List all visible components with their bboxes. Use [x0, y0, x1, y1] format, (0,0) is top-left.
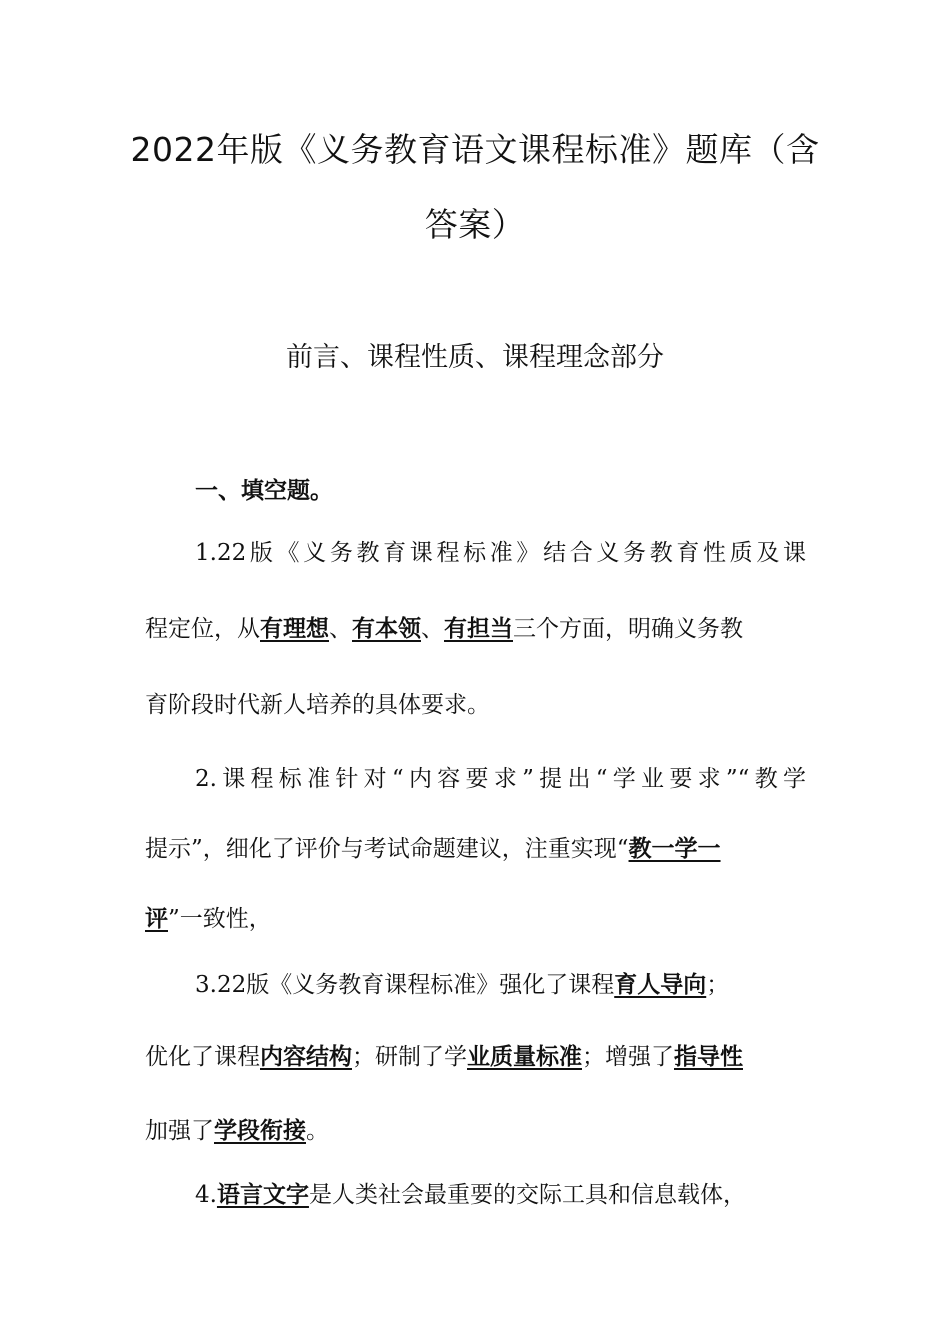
q2-answer-1-part-1: 教一学一 — [628, 836, 721, 862]
q3-answer-1: 育人导向 — [614, 972, 707, 998]
q2-line-1: 2.课程标准针对“内容要求”提出“学业要求”“教学 — [195, 766, 806, 792]
q3-answer-2: 内容结构 — [260, 1044, 352, 1070]
q4-answer-1: 语言文字 — [216, 1182, 309, 1208]
q1-line-3: 育阶段时代新人培养的具体要求。 — [145, 692, 490, 718]
q3-text: ；增强了 — [582, 1044, 674, 1070]
q1-line-1: 1.22版《义务教育课程标准》结合义务教育性质及课 — [195, 540, 806, 566]
q1-answer-2: 有本领 — [352, 616, 421, 642]
q2-text: 提示”，细化了评价与考试命题建议，注重实现“ — [145, 836, 629, 862]
q4-text: 是人类社会最重要的交际工具和信息载体， — [308, 1182, 746, 1208]
q3-text: 3.22版《义务教育课程标准》强化了课程 — [195, 972, 615, 998]
section-subtitle: 前言、课程性质、课程理念部分 — [286, 342, 664, 373]
q3-text: 。 — [306, 1118, 329, 1144]
section-heading-fill-in-blanks: 一、填空题。 — [195, 478, 333, 504]
q3-text: 加强了 — [145, 1118, 214, 1144]
q1-separator: 、 — [329, 616, 352, 642]
q1-text: 三个方面，明确义务教 — [513, 616, 743, 642]
q3-text: 优化了课程 — [145, 1044, 260, 1070]
document-title-line-2: 答案） — [424, 205, 526, 244]
q3-line-2 — [145, 1040, 743, 1074]
q4-text: 4. — [195, 1182, 217, 1208]
q3-answer-3: 业质量标准 — [467, 1044, 582, 1070]
q1-text: 程定位，从 — [145, 616, 260, 642]
q1-answer-1: 有理想 — [260, 616, 329, 642]
q3-answer-4: 指导性 — [674, 1044, 743, 1070]
q2-answer-1-part-2: 评 — [145, 906, 168, 932]
q3-line-1 — [195, 968, 729, 1002]
q2-text: ”一致性， — [168, 906, 272, 932]
q3-answer-5: 学段衔接 — [214, 1118, 306, 1144]
q2-line-2 — [145, 832, 721, 866]
q3-text: ；研制了学 — [352, 1044, 467, 1070]
q3-text: ； — [706, 972, 730, 998]
q1-separator: 、 — [421, 616, 444, 642]
q1-answer-3: 有担当 — [444, 616, 513, 642]
q1-line-2 — [145, 612, 810, 646]
document-title-line-1: 2022年版《义务教育语文课程标准》题库（含 — [130, 130, 820, 169]
q4-line-1 — [195, 1178, 746, 1212]
q2-line-3 — [145, 902, 272, 936]
q3-line-3 — [145, 1114, 329, 1148]
